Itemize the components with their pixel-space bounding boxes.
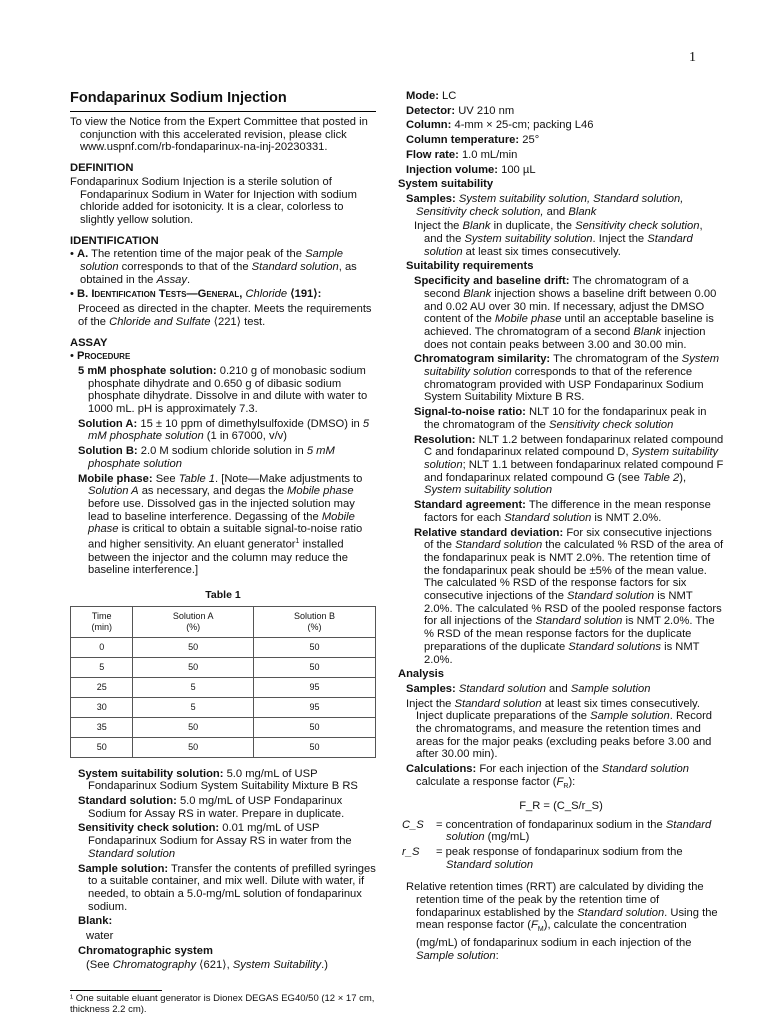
table-row: 30 5 95 — [71, 697, 376, 717]
identification-a: • A. The retention time of the major peak of the Sample solution corresponds to that of the Standard solution, as obtained in the Assay. — [70, 248, 357, 286]
definition-text: Fondaparinux Sodium Injection is a sterile solution of Fondaparinux Sodium in Water for Injection with sodium chloride added for isotonicity. It is a clear, colorless to slightly yellow solution. — [70, 175, 357, 226]
standard-agreement: Standard agreement: The difference in the mean response factors for each Standard solution is NMT 2.0%. — [414, 499, 711, 524]
gradient-table — [70, 606, 376, 758]
table-caption: Table 1 — [205, 588, 241, 601]
identification-b-text: Proceed as directed in the chapter. Meets the requirements of the Chloride and Sulfate ⟨221⟩ test. — [78, 303, 372, 328]
flow-rate: Flow rate: 1.0 mL/min — [406, 148, 518, 161]
calculations: Calculations: For each injection of the Standard solution calculate a response factor $(F_R)$: — [406, 763, 689, 791]
detector: Detector: UV 210 nm — [406, 104, 515, 117]
assay-heading: ASSAY — [70, 336, 108, 349]
analysis-samples: Samples: Standard solution and Sample solution — [406, 682, 651, 695]
injection-volume: Injection volume: 100 µL — [406, 163, 536, 176]
solution-a: Solution A: 15 ± 10 ppm of dimethylsulfoxide (DMSO) in 5 mM phosphate solution (1 in 67000, v/v) — [78, 417, 370, 443]
identification-heading: IDENTIFICATION — [70, 234, 159, 247]
analysis-heading: Analysis — [398, 668, 445, 681]
suitability-samples: Samples: System suitability solution, Standard solution, Sensitivity check solution, and Blank — [406, 192, 684, 218]
table-row: 35 50 50 — [71, 717, 376, 737]
suitability-inject: Inject the Blank in duplicate, the Sensitivity check solution, and the System suitability solution. Inject the Standard solution at least six times consecutively. — [414, 220, 703, 258]
table-row: 0 50 50 — [71, 637, 376, 657]
mobile-phase: Mobile phase: See Table 1. [Note—Make adjustments to Solution A as necessary, and degas the Mobile phase before use. Dissolved gas in the injected solution may lead to baseline interference. Degassing of the Mobile phase is critical to obtain a suitable signal-to-noise ratio and higher sensitivity. An eluant generator$^1$ installed between the injector and the column may reduce the baseline interference.] — [78, 472, 363, 577]
procedure-heading: • Procedure — [70, 350, 131, 363]
chromatographic-system: Chromatographic system — [78, 944, 213, 957]
resolution: Resolution: NLT 1.2 between fondaparinux related compound C and fondaparinux related compound D, System suitability solution; NLT 1.1 between fondaparinux related compound F and fondaparinux related compound G (see Table 2), System suitability solution — [414, 433, 724, 497]
solution-b: Solution B: 2.0 M sodium chloride solution in 5 mM phosphate solution — [78, 445, 335, 470]
definition-cs: C_S = concentration of fondaparinux sodium in the Standard solution (mg/mL) — [402, 818, 712, 844]
column: Column: 4-mm × 25-cm; packing L46 — [406, 119, 594, 132]
page-number: 1 — [689, 50, 696, 65]
column-temperature: Column temperature: 25° — [406, 134, 540, 147]
table-header: Solution A (%) — [133, 606, 254, 637]
table-row: 25 5 95 — [71, 677, 376, 697]
definition-heading: DEFINITION — [70, 162, 134, 175]
phosphate-solution: 5 mM phosphate solution: 0.210 g of monobasic sodium phosphate dihydrate and 0.650 g of dibasic sodium phosphate dihydrate. Dissolve in and dilute with water to 1000 mL. pH is approximately 7.3. — [78, 364, 368, 416]
analysis-inject: Inject the Standard solution at least six times consecutively. Inject duplicate preparations of the Sample solution. Record the chromatograms, and measure the retention times and areas for the major peaks (excluding peaks before 3.00 and after 30.00 min). — [406, 697, 713, 761]
definition-rs: r_S = peak response of fondaparinux sodium from the Standard solution — [402, 845, 683, 871]
table-row: 50 50 50 — [71, 737, 376, 757]
chromatography-reference: (See Chromatography ⟨621⟩, System Suitability.) — [86, 959, 328, 972]
footnote: ¹ One suitable eluant generator is Dionex DEGAS EG40/50 (12 × 17 cm, thickness 2.2 cm). — [70, 993, 375, 1016]
table-row: 5 50 50 — [71, 657, 376, 677]
sensitivity-check-solution: Sensitivity check solution: 0.01 mg/mL of USP Fondaparinux Sodium for Assay RS in water from the Standard solution — [78, 822, 352, 860]
left-column — [70, 90, 376, 1017]
blank-text: water — [86, 930, 114, 943]
identification-b: • B. Identification Tests—General, Chloride ⟨191⟩: — [70, 288, 322, 301]
footnote-rule — [70, 990, 162, 991]
rrt-paragraph: Relative retention times (RRT) are calculated by dividing the retention time of the peak by the retention time of fondaparinux established by the Standard solution. Using the mean response factor $(F_M)$, calculate the concentration (mg/mL) of fondaparinux sodium in each injection of the Sample solution: — [406, 881, 718, 963]
table-header: Time (min) — [71, 606, 133, 637]
specificity-baseline: Specificity and baseline drift: The chromatogram of a second Blank injection shows a baseline drift between 0.00 and 0.02 AU over 30 min. If necessary, adjust the DMSO content of the Mobile phase until an acceptable baseline is achieved. The chromatogram of a second Blank injection does not contain peaks between 3.00 and 30.00 min. — [414, 275, 717, 351]
standard-solution: Standard solution: 5.0 mg/mL of USP Fondaparinux Sodium for Assay RS in water. Prepare in duplicate. — [78, 795, 345, 820]
signal-to-noise: Signal-to-noise ratio: NLT 10 for the fondaparinux peak in the chromatogram of the Sensitivity check solution — [414, 406, 707, 431]
suitability-requirements-heading: Suitability requirements — [406, 260, 534, 273]
mode: Mode: LC — [406, 90, 457, 102]
system-suitability-solution: System suitability solution: 5.0 mg/mL of USP Fondaparinux Sodium System Suitability Mixture B RS — [78, 767, 358, 793]
chromatogram-similarity: Chromatogram similarity: The chromatogram of the System suitability solution corresponds to that of the reference chromatogram provided with USP Fondaparinux Sodium System Suitability Mixture B RS. — [414, 353, 720, 404]
monograph-title: Fondaparinux Sodium Injection — [70, 90, 376, 112]
relative-standard-deviation: Relative standard deviation: For six consecutive injections of the Standard solution the calculated % RSD of the area of the fondaparinux peak is NMT 2.0%. The retention time of the fondaparinux peak should be ±5% of the mean value. The calculated % RSD of the response factors for six consecutive injections of the Standard solution is NMT 2.0%. The calculated % RSD of the pooled response factors for all injections of the Standard solution is NMT 2.0%. The % RSD of the mean response factors for the duplicate preparations of the duplicate Standard solutions is NMT 2.0%. — [414, 526, 724, 666]
response-factor-formula: F_R = (C_S/r_S) — [519, 799, 603, 812]
sample-solution: Sample solution: Transfer the contents of prefilled syringes to a suitable container, and mix well. Dilute with water, if needed, to obtain a 5.0-mg/mL solution of fondaparinux sodium. — [78, 862, 376, 913]
right-column — [398, 90, 724, 965]
notice-text[interactable]: To view the Notice from the Expert Committee that posted in conjunction with this accelerated revision, please click www.uspnf.com/rb-fondaparinux-na-inj-20230331. — [70, 116, 368, 154]
table-header: Solution B (%) — [253, 606, 375, 637]
system-suitability-heading: System suitability — [398, 178, 494, 191]
blank-label: Blank: — [78, 915, 113, 928]
